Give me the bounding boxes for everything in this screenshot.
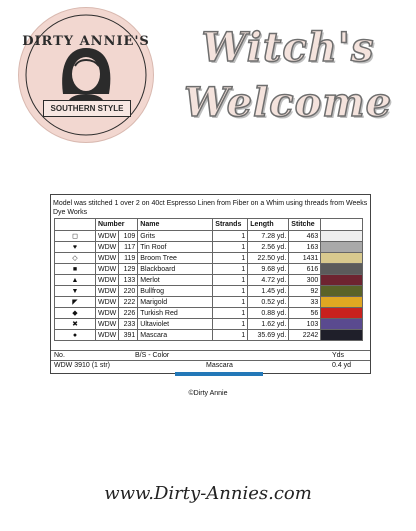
thread-color-swatch-cell: [321, 319, 363, 330]
thread-color-swatch: [321, 330, 362, 340]
thread-name: Merlot: [138, 275, 213, 286]
number-header: Number: [96, 219, 138, 231]
logo-portrait-icon: [19, 8, 153, 142]
thread-stitches: 300: [289, 275, 321, 286]
thread-strands: 1: [213, 308, 248, 319]
thread-brand: WDW: [96, 319, 119, 330]
thread-strands: 1: [213, 286, 248, 297]
thread-stitches: 1431: [289, 253, 321, 264]
backstitch-color-name: Mascara: [206, 362, 233, 369]
thread-strands: 1: [213, 231, 248, 242]
backstitch-thread-number: WDW 3910 (1 str): [54, 362, 111, 369]
thread-color-swatch: [321, 286, 362, 296]
thread-rows: [55, 231, 363, 341]
thread-stitches: 163: [289, 242, 321, 253]
thread-color-swatch-cell: [321, 330, 363, 341]
triangle-down-symbol: ▼: [55, 286, 96, 297]
thread-color-swatch-cell: [321, 253, 363, 264]
thread-table-header: [55, 219, 363, 231]
thread-color-swatch-cell: [321, 242, 363, 253]
thread-length: 22.50 yd.: [248, 253, 289, 264]
thread-length: 2.56 yd.: [248, 242, 289, 253]
thread-name: Grits: [138, 231, 213, 242]
thread-row: [55, 297, 363, 308]
thread-number: 117: [119, 242, 138, 253]
thread-stitches: 616: [289, 264, 321, 275]
pattern-title-line1: Witch's: [201, 24, 375, 71]
thread-color-swatch-cell: [321, 275, 363, 286]
thread-color-swatch: [321, 275, 362, 285]
square-filled-symbol: ■: [55, 264, 96, 275]
thread-color-swatch: [321, 308, 362, 318]
thread-number: 133: [119, 275, 138, 286]
name-header: Name: [138, 219, 213, 231]
thread-row: [55, 286, 363, 297]
thread-stitches: 2242: [289, 330, 321, 341]
thread-name: Ultaviolet: [138, 319, 213, 330]
thread-color-swatch-cell: [321, 308, 363, 319]
thread-brand: WDW: [96, 330, 119, 341]
thread-color-swatch-cell: [321, 297, 363, 308]
thread-strands: 1: [213, 330, 248, 341]
thread-number: 222: [119, 297, 138, 308]
thread-table: [54, 218, 363, 341]
thread-brand: WDW: [96, 286, 119, 297]
thread-strands: 1: [213, 275, 248, 286]
thread-number: 391: [119, 330, 138, 341]
thread-brand: WDW: [96, 242, 119, 253]
thread-strands: 1: [213, 264, 248, 275]
pattern-title-line2: Welcome: [183, 79, 393, 126]
thread-brand: WDW: [96, 297, 119, 308]
logo-name: DIRTY ANNIE'S: [22, 34, 150, 49]
thread-brand: WDW: [96, 231, 119, 242]
thread-name: Blackboard: [138, 264, 213, 275]
backstitch-color-header: B/S - Color: [135, 352, 170, 359]
model-description: Model was stitched 1 over 2 on 40ct Espresso Linen from Fiber on a Whim using threads from Weeks Dye Works: [53, 200, 368, 216]
thread-number: 226: [119, 308, 138, 319]
thread-length: 4.72 yd.: [248, 275, 289, 286]
thread-length: 35.69 yd.: [248, 330, 289, 341]
thread-color-swatch: [321, 242, 362, 252]
thread-stitches: 92: [289, 286, 321, 297]
thread-name: Broom Tree: [138, 253, 213, 264]
thread-name: Tin Roof: [138, 242, 213, 253]
thread-number: 129: [119, 264, 138, 275]
strands-header: Strands: [213, 219, 248, 231]
copyright-notice: ©Dirty Annie: [188, 390, 228, 397]
triangle-up-symbol: ▲: [55, 275, 96, 286]
backstitch-color-swatch: [175, 372, 263, 376]
heart-symbol: ♥: [55, 242, 96, 253]
thread-strands: 1: [213, 242, 248, 253]
thread-color-swatch: [321, 319, 362, 329]
thread-row: [55, 253, 363, 264]
thread-brand: WDW: [96, 308, 119, 319]
corner-triangle-symbol: ◤: [55, 297, 96, 308]
thread-number: 220: [119, 286, 138, 297]
thread-brand: WDW: [96, 253, 119, 264]
thread-row: [55, 264, 363, 275]
thread-number: 119: [119, 253, 138, 264]
backstitch-yds-header: Yds: [332, 352, 345, 359]
backstitch-divider-2: [51, 360, 370, 361]
stitches-header: Stitche: [289, 219, 321, 231]
thread-name: Bullfrog: [138, 286, 213, 297]
thread-stitches: 103: [289, 319, 321, 330]
thread-row: [55, 242, 363, 253]
thread-color-swatch: [321, 231, 362, 241]
thread-length: 9.68 yd.: [248, 264, 289, 275]
symbol-header: [55, 219, 96, 231]
thread-length: 0.52 yd.: [248, 297, 289, 308]
thread-strands: 1: [213, 319, 248, 330]
thread-length: 0.88 yd.: [248, 308, 289, 319]
thread-color-swatch-cell: [321, 286, 363, 297]
backstitch-divider: [51, 350, 370, 351]
thread-color-swatch: [321, 253, 362, 263]
thread-color-swatch: [321, 297, 362, 307]
thread-name: Turkish Red: [138, 308, 213, 319]
thread-strands: 1: [213, 297, 248, 308]
length-header: Length: [248, 219, 289, 231]
thread-color-swatch-cell: [321, 231, 363, 242]
thread-length: 1.62 yd.: [248, 319, 289, 330]
thread-key-box: [50, 194, 371, 374]
website-url: www.Dirty-Annies.com: [104, 483, 312, 504]
thread-row: [55, 275, 363, 286]
swatch-header: [321, 219, 363, 231]
thread-color-swatch-cell: [321, 264, 363, 275]
dirty-annies-logo: [18, 7, 154, 143]
thread-name: Mascara: [138, 330, 213, 341]
thread-brand: WDW: [96, 275, 119, 286]
thread-strands: 1: [213, 253, 248, 264]
circle-filled-symbol: ●: [55, 330, 96, 341]
backstitch-yards: 0.4 yd: [332, 362, 352, 369]
backstitch-no-header: No.: [54, 352, 65, 359]
thread-row: [55, 308, 363, 319]
thread-stitches: 33: [289, 297, 321, 308]
thread-brand: WDW: [96, 264, 119, 275]
thread-length: 1.45 yd.: [248, 286, 289, 297]
diamond-filled-symbol: ◆: [55, 308, 96, 319]
square-outline-symbol: ◻: [55, 231, 96, 242]
thread-stitches: 463: [289, 231, 321, 242]
thread-number: 233: [119, 319, 138, 330]
thread-row: [55, 319, 363, 330]
thread-row: [55, 231, 363, 242]
thread-row: [55, 330, 363, 341]
thread-length: 7.28 yd.: [248, 231, 289, 242]
thread-name: Marigold: [138, 297, 213, 308]
thread-number: 109: [119, 231, 138, 242]
logo-tagline: SOUTHERN STYLE: [43, 100, 131, 117]
cross-symbol: ✖: [55, 319, 96, 330]
diamond-outline-symbol: ◇: [55, 253, 96, 264]
thread-stitches: 56: [289, 308, 321, 319]
thread-color-swatch: [321, 264, 362, 274]
